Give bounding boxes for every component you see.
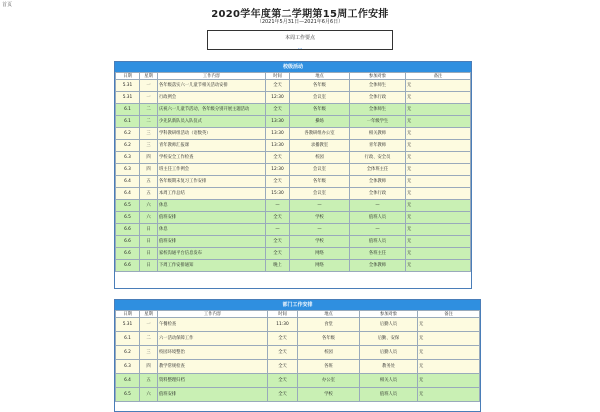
table-cell: 校园环境整治 [158,346,268,360]
table-cell: 青年教师 [350,140,406,152]
table-cell: 无 [406,140,471,152]
table-row [116,374,480,388]
table-cell: 晚上 [266,260,290,272]
table-cell: 12:30 [266,164,290,176]
table-cell: 无 [406,212,471,224]
table-cell: 全体班主任 [350,164,406,176]
table-cell: 全体教师 [350,260,406,272]
column-header: 地点 [298,311,360,318]
table-cell: — [290,224,350,236]
table-row [116,346,480,360]
table-cell: 各教研组办公室 [290,128,350,140]
table-cell: 行政例会 [158,92,266,104]
column-header: 时间 [268,311,298,318]
table-row [116,164,471,176]
table-cell: 全天 [266,104,290,116]
table-cell: 13:30 [266,140,290,152]
table-cell: 无 [406,164,471,176]
table-cell: 三 [140,128,158,140]
table-cell: 四 [140,360,158,374]
table-cell: 6.1 [116,116,140,128]
table-row [116,176,471,188]
table-row [116,128,471,140]
table-cell: 教务处 [360,360,418,374]
column-header: 备注 [418,311,480,318]
table-cell: 五 [140,374,158,388]
table-cell: 后勤人员 [360,346,418,360]
table-cell: 学校 [298,388,360,402]
table-cell: 无 [406,200,471,212]
table-cell: 6.6 [116,248,140,260]
table-cell: 二 [140,332,158,346]
table-cell: 6.4 [116,374,140,388]
table-cell: 休息 [158,224,266,236]
table-cell: 校园 [298,346,360,360]
table-cell: 六 [140,200,158,212]
table-cell: 全天 [266,212,290,224]
table-cell: 食堂 [298,318,360,332]
table-cell: 班主任工作例会 [158,164,266,176]
table-cell: 无 [418,388,480,402]
table-cell: 本周工作总结 [158,188,266,200]
table-cell: 无 [406,176,471,188]
table-cell: 11:30 [268,318,298,332]
table-cell: 全天 [268,388,298,402]
column-header: 工作内容 [158,73,266,80]
column-header: 星期 [140,311,158,318]
table-cell: 后勤、安保 [360,332,418,346]
table-cell: 学校 [290,212,350,224]
table-cell: 日 [140,248,158,260]
table-cell: 少先队新队员入队仪式 [158,116,266,128]
table-cell: 13:30 [266,128,290,140]
table-cell: 午餐检查 [158,318,268,332]
table-cell: 录播教室 [290,140,350,152]
table-row [116,116,471,128]
table-cell: 6.5 [116,212,140,224]
table-cell: 值班安排 [158,388,268,402]
table-cell: 无 [418,360,480,374]
table-cell: 相关教师 [350,128,406,140]
table-cell: 各年级 [290,80,350,92]
table-cell: 各班主任 [350,248,406,260]
table-cell: — [350,200,406,212]
table-cell: 四 [140,152,158,164]
school-activities-table [115,72,471,272]
table-cell: 办公室 [298,374,360,388]
table-cell: 6.1 [116,104,140,116]
table-cell: 无 [418,346,480,360]
table-cell: 无 [418,332,480,346]
column-header: 星期 [140,73,158,80]
table-cell: 5.31 [116,80,140,92]
table-cell: 值班人员 [350,212,406,224]
table-cell: 操场 [290,116,350,128]
table-cell: 6.4 [116,188,140,200]
table-cell: 行政、安全员 [350,152,406,164]
table-row [116,140,471,152]
table-row [116,224,471,236]
table-cell: 后勤人员 [360,318,418,332]
table-row [116,152,471,164]
table-cell: 学校安全工作检查 [158,152,266,164]
table-cell: 五 [140,188,158,200]
table-cell: 各年级 [290,104,350,116]
table-cell: 5.31 [116,318,140,332]
table-cell: 休息 [158,200,266,212]
table-cell: 下周工作安排通知 [158,260,266,272]
table-cell: 校园 [290,152,350,164]
column-header: 日期 [116,73,140,80]
panel-title: 部门工作安排 [115,300,480,310]
table-cell: 13:30 [266,116,290,128]
notice-title: 本周工作要点 [284,35,315,41]
table-row [116,332,480,346]
table-cell: 全天 [266,236,290,248]
table-cell: 六 [140,388,158,402]
column-header: 日期 [116,311,140,318]
table-cell: 12:30 [266,92,290,104]
table-cell: 全天 [268,332,298,346]
table-cell: 一 [140,318,158,332]
table-cell: 教学常规检查 [158,360,268,374]
table-cell: 全天 [266,248,290,260]
table-cell: 五 [140,176,158,188]
table-cell: — [266,200,290,212]
table-cell: 日 [140,224,158,236]
table-cell: 6.6 [116,236,140,248]
table-cell: 6.3 [116,360,140,374]
notice-subtitle: ... [297,45,303,51]
table-cell: 6.4 [116,176,140,188]
table-cell: 各班 [298,360,360,374]
table-cell: 无 [406,248,471,260]
notice-box [207,30,393,50]
table-cell: 家校沟通平台信息发布 [158,248,266,260]
table-cell: 6.3 [116,164,140,176]
table-row [116,318,480,332]
table-cell: 无 [406,104,471,116]
department-work-panel [114,299,481,412]
table-cell: 会议室 [290,92,350,104]
table-cell: 全天 [266,176,290,188]
table-cell: 值班安排 [158,212,266,224]
table-cell: 无 [406,152,471,164]
table-row [116,104,471,116]
table-cell: 各年级 [290,176,350,188]
table-cell: 全体师生 [350,104,406,116]
table-cell: 15:30 [266,188,290,200]
table-row [116,92,471,104]
table-row [116,200,471,212]
table-cell: 网络 [290,260,350,272]
table-cell: 日 [140,236,158,248]
table-cell: 学校 [290,236,350,248]
table-cell: 一 [140,92,158,104]
table-cell: 会议室 [290,188,350,200]
table-cell: 青年教师汇报课 [158,140,266,152]
column-header: 时间 [266,73,290,80]
panel-title: 校级活动 [115,62,471,72]
column-header: 备注 [406,73,471,80]
table-cell: 值班安排 [158,236,266,248]
table-cell: 无 [406,224,471,236]
table-cell: 全体行政 [350,188,406,200]
table-cell: 各年级期末复习工作安排 [158,176,266,188]
table-row [116,248,471,260]
table-cell: 全天 [268,374,298,388]
table-cell: 全天 [268,346,298,360]
table-cell: 无 [418,374,480,388]
department-work-table [115,310,480,402]
table-cell: 6.2 [116,128,140,140]
table-cell: 无 [406,188,471,200]
table-row [116,236,471,248]
table-cell: 无 [406,92,471,104]
table-cell: 全体师生 [350,80,406,92]
column-header: 参加对象 [350,73,406,80]
table-row [116,212,471,224]
table-cell: 相关人员 [360,374,418,388]
table-cell: 三 [140,346,158,360]
table-cell: 学科教研组活动（语数英） [158,128,266,140]
column-header: 参加对象 [360,311,418,318]
table-cell: 6.5 [116,388,140,402]
table-cell: 6.1 [116,332,140,346]
table-cell: 无 [406,260,471,272]
table-cell: 各年级 [298,332,360,346]
home-link[interactable]: 首页 [2,2,13,8]
table-cell: 全天 [266,80,290,92]
table-cell: 三 [140,140,158,152]
table-cell: 无 [406,128,471,140]
table-cell: 无 [406,80,471,92]
table-cell: 四 [140,164,158,176]
date-range: （2021年5月31日—2021年6月6日） [256,19,344,25]
table-cell: 一年级学生 [350,116,406,128]
table-row [116,388,480,402]
table-cell: 全体教师 [350,176,406,188]
table-cell: 6.6 [116,260,140,272]
table-cell: 二 [140,116,158,128]
table-cell: 无 [406,116,471,128]
table-cell: 二 [140,104,158,116]
table-cell: 六一活动保障工作 [158,332,268,346]
table-cell: 无 [418,318,480,332]
table-cell: 6.6 [116,224,140,236]
table-cell: 6.2 [116,140,140,152]
table-cell: 值班人员 [350,236,406,248]
table-cell: 值班人员 [360,388,418,402]
table-cell: 6.2 [116,346,140,360]
table-row [116,360,480,374]
table-row [116,80,471,92]
table-cell: 网络 [290,248,350,260]
table-cell: — [290,200,350,212]
table-cell: 各年级落实六一儿童节相关活动安排 [158,80,266,92]
table-cell: 全体行政 [350,92,406,104]
page-title: 2020学年度第二学期第15周工作安排 [211,9,389,20]
table-cell: — [350,224,406,236]
table-cell: 5.31 [116,92,140,104]
column-header: 工作内容 [158,311,268,318]
column-header: 地点 [290,73,350,80]
table-cell: 全天 [268,360,298,374]
table-cell: 全天 [266,152,290,164]
school-activities-panel [114,61,472,289]
table-row [116,188,471,200]
table-cell: 庆祝六一儿童节活动，各年级分别开展主题活动 [158,104,266,116]
table-cell: 一 [140,80,158,92]
table-cell: 日 [140,260,158,272]
table-cell: — [266,224,290,236]
table-row [116,260,471,272]
table-cell: 会议室 [290,164,350,176]
table-cell: 6.3 [116,152,140,164]
table-cell: 资料整理归档 [158,374,268,388]
table-cell: 六 [140,212,158,224]
table-cell: 6.5 [116,200,140,212]
table-cell: 无 [406,236,471,248]
